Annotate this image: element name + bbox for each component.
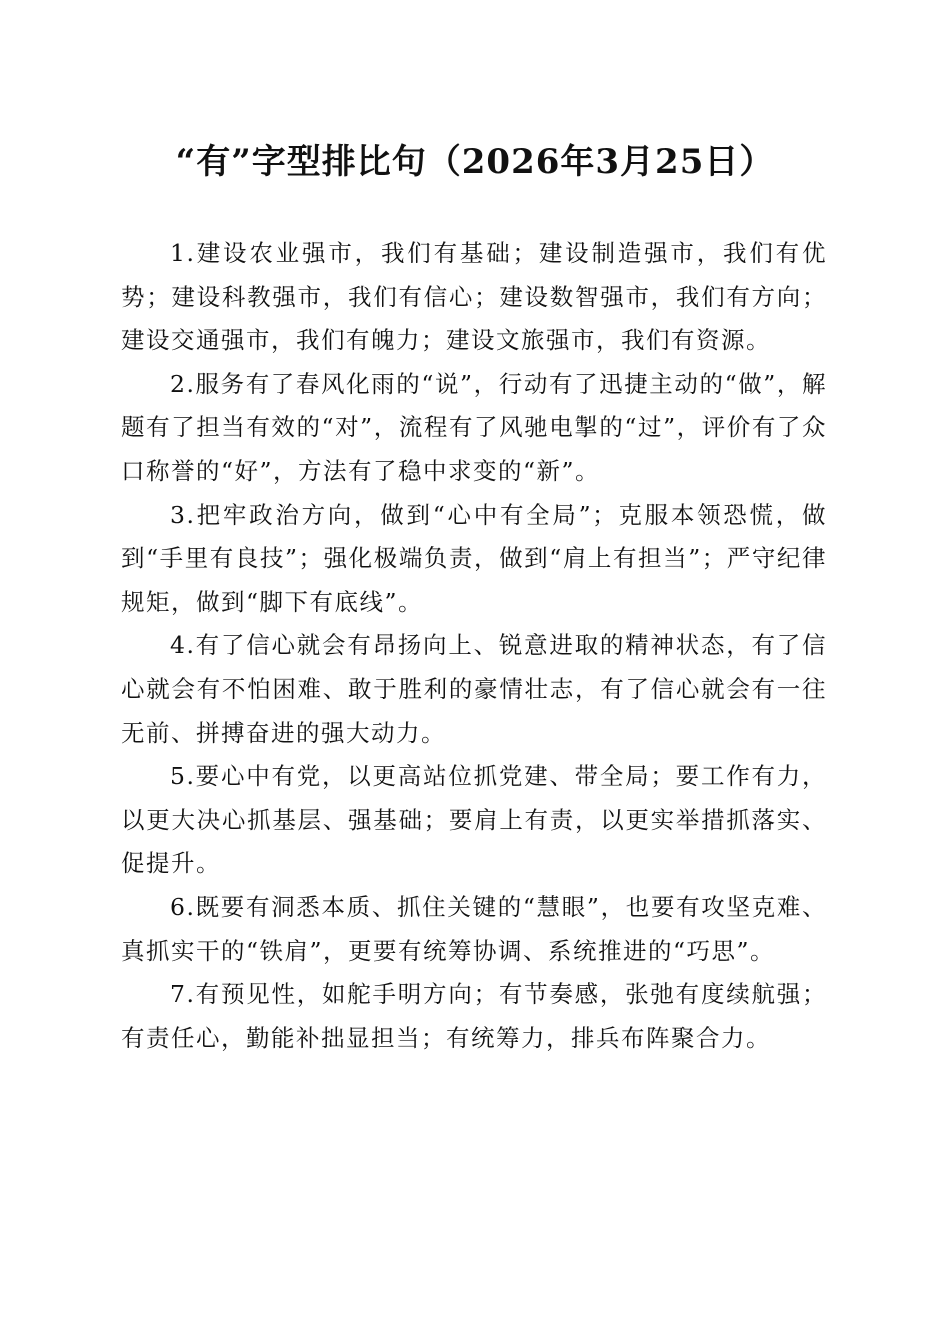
- paragraph-4: 4.有了信心就会有昂扬向上、锐意进取的精神状态，有了信心就会有不怕困难、敢于胜利的豪情壮志，有了信心就会有一往无前、拼搏奋进的强大动力。: [121, 631, 827, 747]
- paragraph-6: 6.既要有洞悉本质、抓住关键的“慧眼”，也要有攻坚克难、真抓实干的“铁肩”，更要有统筹协调、系统推进的“巧思”。: [121, 892, 827, 965]
- paragraph-7: 7.有预见性，如舵手明方向；有节奏感，张弛有度续航强；有责任心，勤能补拙显担当；有统筹力，排兵布阵聚合力。: [121, 980, 827, 1052]
- paragraph-2: 2.服务有了春风化雨的“说”，行动有了迅捷主动的“做”，解题有了担当有效的“对”，流程有了风驰电掣的“过”，评价有了众口称誉的“好”，方法有了稳中求变的“新”。: [121, 369, 827, 485]
- document-title: “有”字型排比句（2026年3月25日）: [175, 142, 775, 182]
- document-body: [121, 232, 827, 1060]
- paragraph-1: 1.建设农业强市，我们有基础；建设制造强市，我们有优势；建设科教强市，我们有信心；建设数智强市，我们有方向；建设交通强市，我们有魄力；建设文旅强市，我们有资源。: [121, 239, 827, 355]
- paragraph-5: 5.要心中有党，以更高站位抓党建、带全局；要工作有力，以更大决心抓基层、强基础；要肩上有责，以更实举措抓落实、促提升。: [121, 762, 827, 878]
- paragraph-3: 3.把牢政治方向，做到“心中有全局”；克服本领恐慌，做到“手里有良技”；强化极端负责，做到“肩上有担当”；严守纪律规矩，做到“脚下有底线”。: [121, 500, 827, 616]
